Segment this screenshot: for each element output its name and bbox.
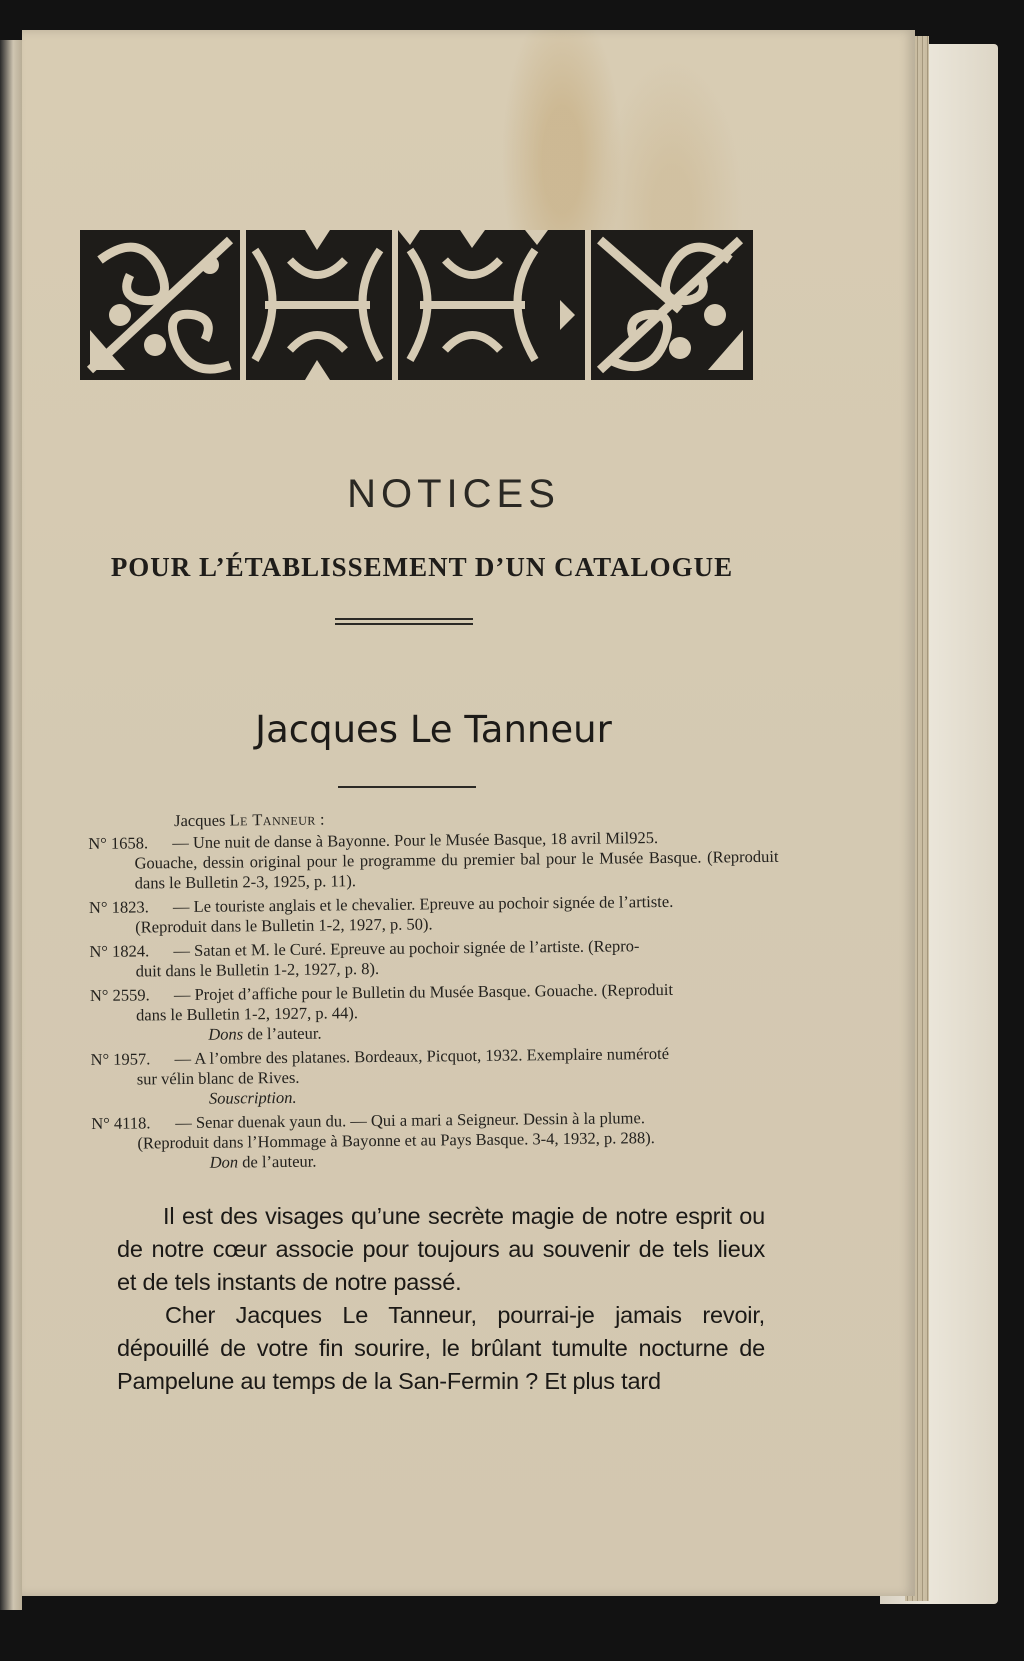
- entry-line: — Satan et M. le Curé. Epreuve au pochoir signée de l’artiste. (Repro-: [173, 936, 640, 961]
- lead-colon: :: [315, 809, 325, 829]
- basque-ornament-banner: [80, 220, 753, 386]
- heading-notices: NOTICES: [347, 472, 560, 516]
- provenance-tail: de l’auteur.: [243, 1023, 322, 1044]
- lead-first-name: Jacques: [173, 810, 226, 831]
- entry-number: N° 2559.: [89, 985, 150, 1005]
- prose-paragraph-1: Il est des visages qu’une secrète magie de notre esprit ou de notre cœur associe pour toujours au souvenir de tels lieux et de tels instants de notre passé.: [117, 1203, 765, 1295]
- ornament-graphic: [80, 220, 753, 386]
- entry-number: N° 1824.: [89, 941, 150, 961]
- lead-surname: Le Tanneur: [229, 809, 316, 830]
- heading-catalogue-subtitle: POUR L’ÉTABLISSEMENT D’UN CATALOGUE: [110, 552, 734, 582]
- entry-line: — Senar duenak yaun du. — Qui a mari a Seigneur. Dessin à la plume.: [175, 1108, 646, 1133]
- entry-line: — Une nuit de danse à Bayonne. Pour le Musée Basque, 18 avril Mil925.: [172, 828, 659, 853]
- entry-line: — Le touriste anglais et le chevalier. Epreuve au pochoir signée de l’artiste.: [172, 891, 674, 917]
- entry-number: N° 4118.: [91, 1113, 151, 1133]
- entry-line: — Projet d’affiche pour le Bulletin du Musée Basque. Gouache. (Reproduit: [173, 979, 674, 1005]
- single-rule-divider: [338, 786, 476, 788]
- provenance-tail: de l’auteur.: [237, 1151, 317, 1172]
- entry-line: — A l’ombre des platanes. Bordeaux, Picquot, 1932. Exemplaire numéroté: [174, 1043, 670, 1069]
- catalogue-entry-2559: [90, 979, 781, 1046]
- catalogue-entry-1824: [89, 935, 779, 982]
- body-prose: [117, 1200, 765, 1398]
- book-page: [22, 30, 915, 1596]
- catalogue-entry-1658: [88, 827, 779, 894]
- catalogue-entry-4118: [91, 1107, 782, 1174]
- provenance-label: Souscription.: [208, 1087, 297, 1108]
- provenance-label: Don: [209, 1152, 239, 1172]
- entry-number: N° 1658.: [88, 833, 149, 853]
- entry-line: sur vélin blanc de Rives.: [136, 1067, 300, 1089]
- entry-line: (Reproduit dans le Bulletin 1-2, 1927, p. 50).: [135, 914, 433, 937]
- entry-line: duit dans le Bulletin 1-2, 1927, p. 8).: [135, 958, 380, 981]
- prose-paragraph-2: Cher Jacques Le Tanneur, pourrai-je jamais revoir, dépouillé de votre fin sourire, le brûlant tumulte nocturne de Pampelune au temps de la San-Fermin ? Et plus tard: [117, 1302, 765, 1394]
- entry-line: dans le Bulletin 1-2, 1927, p. 44).: [136, 1003, 359, 1025]
- adjacent-page-edge: [0, 40, 22, 1610]
- catalogue-entry-1823: [89, 891, 779, 938]
- entry-number: N° 1957.: [90, 1049, 151, 1069]
- catalogue-entries: [88, 805, 782, 1178]
- provenance-label: Dons: [208, 1024, 244, 1044]
- entry-number: N° 1823.: [88, 897, 149, 917]
- catalogue-entry-1957: [90, 1043, 781, 1110]
- double-rule-divider: [335, 618, 473, 625]
- entry-line: (Reproduit dans l’Hommage à Bayonne et au Pays Basque. 3-4, 1932, p. 288).: [137, 1128, 655, 1153]
- entry-line: Gouache, dessin original pour le programme du premier bal pour le Musée Basque. (Reproduit dans le Bulletin 2-3, 1925, p. 11).: [134, 846, 779, 893]
- author-heading: Jacques Le Tanneur: [255, 708, 612, 751]
